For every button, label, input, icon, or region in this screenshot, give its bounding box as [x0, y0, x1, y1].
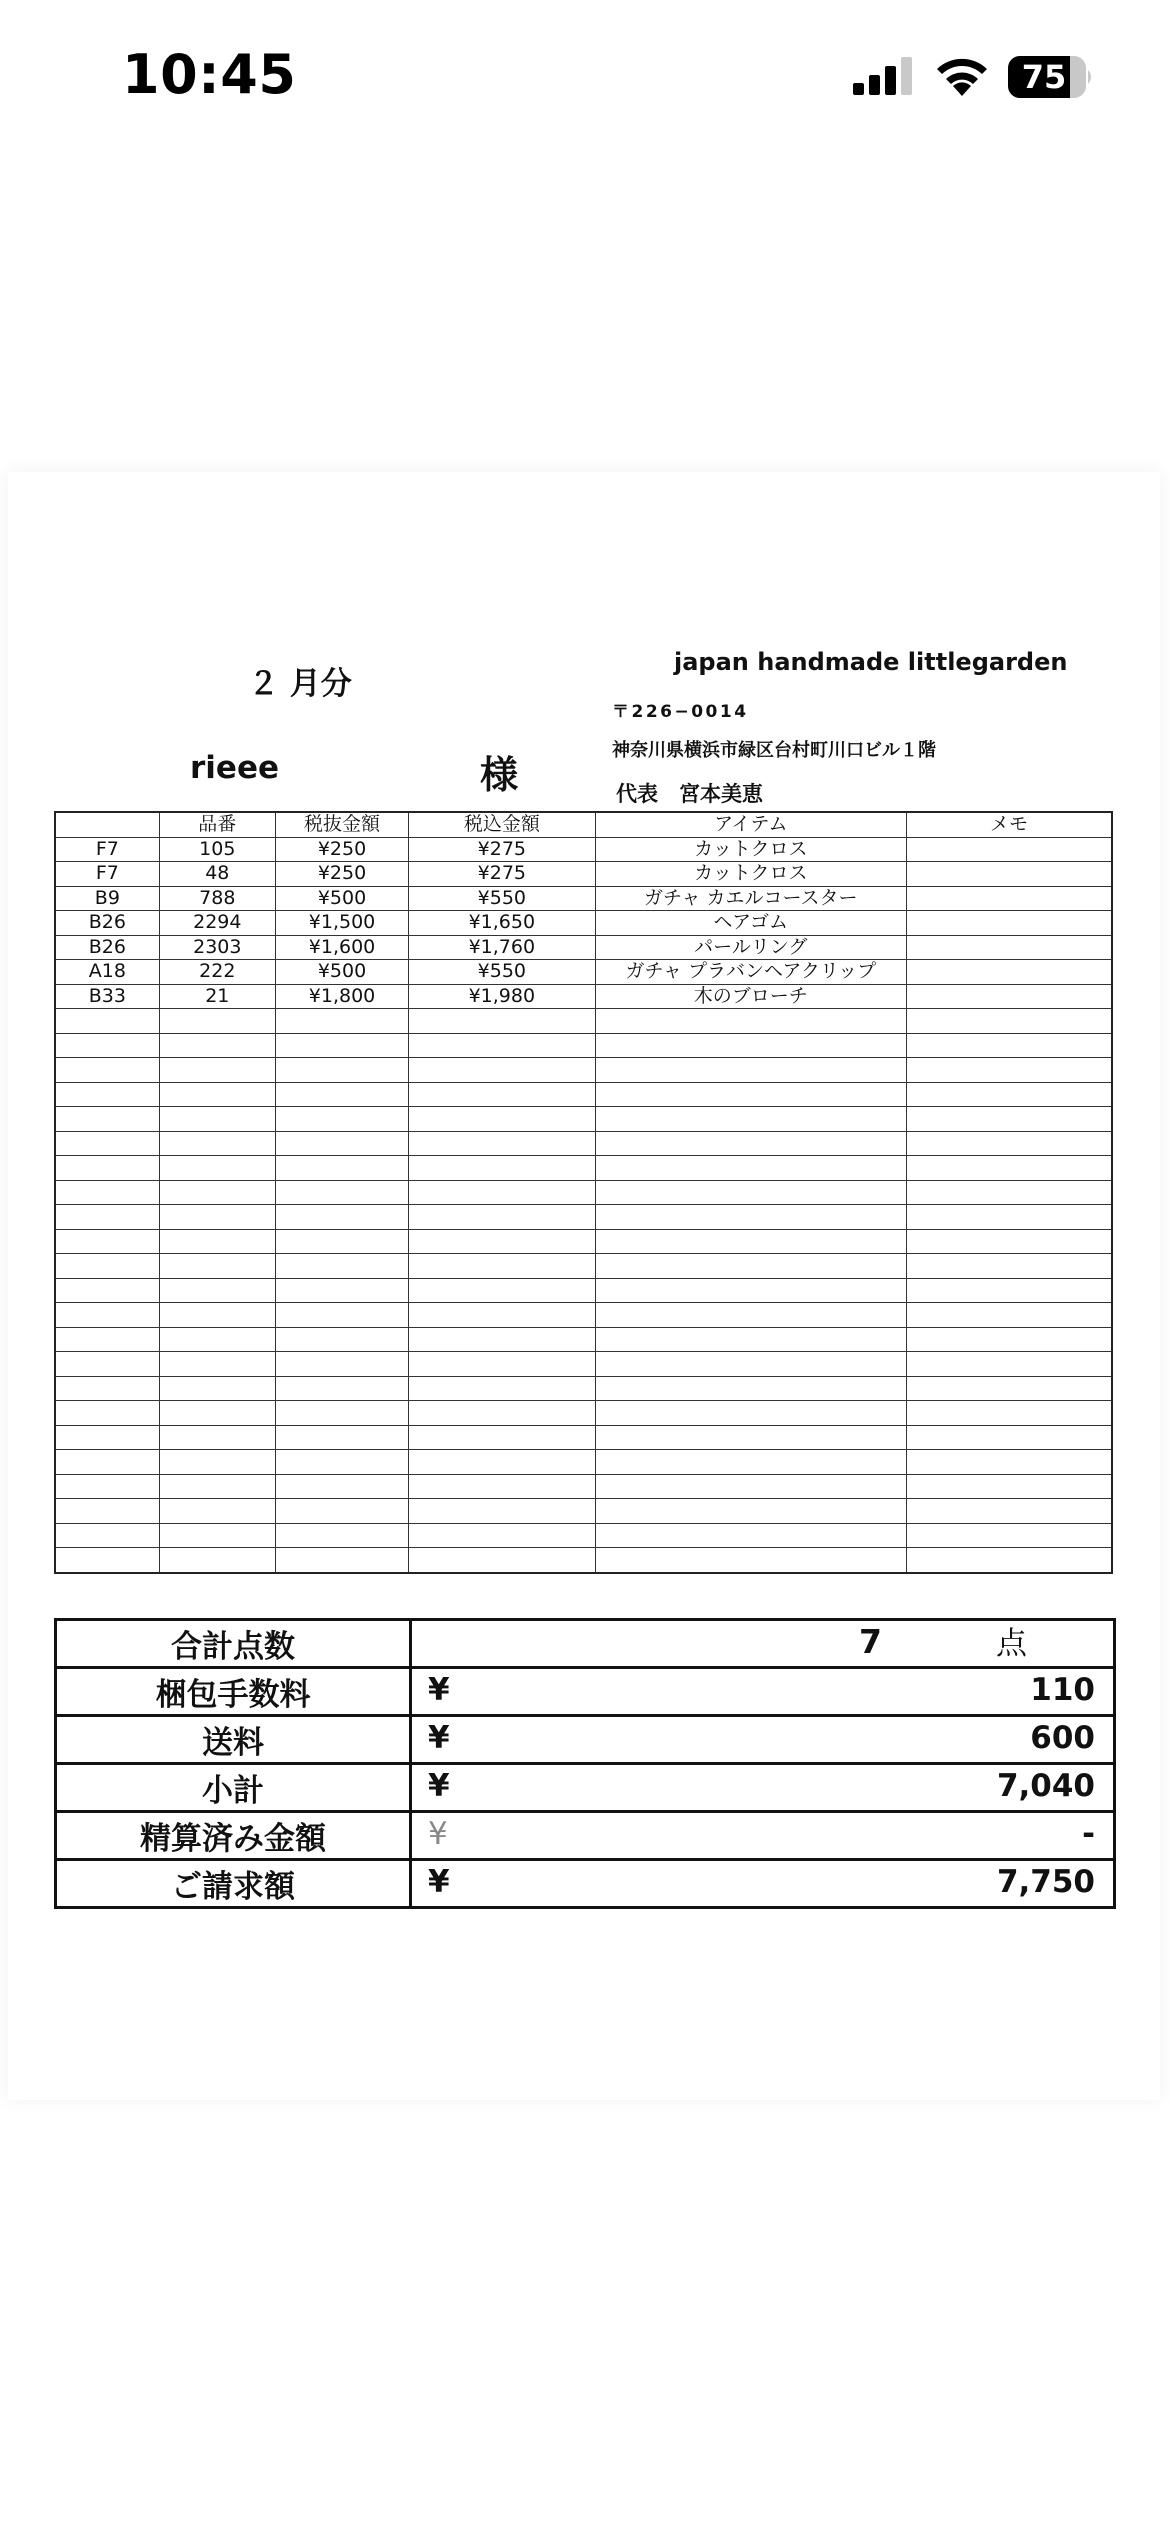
- empty-cell: [275, 1376, 408, 1401]
- cell-code: B9: [55, 886, 159, 911]
- empty-cell: [907, 1156, 1112, 1181]
- subtotal-value-cell: [411, 1764, 1115, 1812]
- empty-table-row: [55, 1107, 1112, 1132]
- empty-cell: [907, 1352, 1112, 1377]
- cell-price-ex-tax: ¥1,500: [275, 911, 408, 936]
- yen-symbol: ¥: [428, 1768, 450, 1804]
- items-table-body: [55, 837, 1112, 1573]
- empty-cell: [409, 1058, 595, 1083]
- postal-code: 〒226−0014: [612, 702, 749, 722]
- shipping-fee-label: 送料: [56, 1716, 411, 1764]
- table-row: [55, 837, 1112, 862]
- empty-cell: [55, 1303, 159, 1328]
- empty-cell: [595, 1180, 907, 1205]
- empty-cell: [55, 1254, 159, 1279]
- empty-table-row: [55, 1033, 1112, 1058]
- empty-cell: [55, 1131, 159, 1156]
- empty-cell: [409, 1180, 595, 1205]
- table-row: [55, 862, 1112, 887]
- empty-cell: [159, 1474, 275, 1499]
- empty-cell: [55, 1450, 159, 1475]
- empty-cell: [409, 1548, 595, 1573]
- status-time: 10:45: [122, 43, 297, 106]
- empty-cell: [907, 1450, 1112, 1475]
- cell-memo: [907, 911, 1112, 936]
- empty-cell: [595, 1107, 907, 1132]
- empty-table-row: [55, 1180, 1112, 1205]
- empty-cell: [409, 1229, 595, 1254]
- table-header-row: [55, 812, 1112, 837]
- empty-cell: [159, 1107, 275, 1132]
- empty-cell: [275, 1499, 408, 1524]
- empty-cell: [409, 1033, 595, 1058]
- empty-cell: [595, 1058, 907, 1083]
- empty-cell: [409, 1327, 595, 1352]
- total-count-cell: [411, 1620, 1115, 1668]
- cell-memo: [907, 886, 1112, 911]
- empty-cell: [907, 1254, 1112, 1279]
- empty-cell: [275, 1327, 408, 1352]
- empty-cell: [595, 1033, 907, 1058]
- empty-cell: [409, 1474, 595, 1499]
- empty-cell: [275, 1180, 408, 1205]
- column-header-price-inc-tax: 税込金額: [409, 812, 595, 837]
- cell-item-name: カットクロス: [595, 837, 907, 862]
- empty-cell: [595, 1303, 907, 1328]
- empty-cell: [409, 1499, 595, 1524]
- empty-cell: [159, 1180, 275, 1205]
- empty-cell: [907, 1058, 1112, 1083]
- empty-cell: [595, 1376, 907, 1401]
- cell-item-number: 2303: [159, 935, 275, 960]
- empty-cell: [55, 1474, 159, 1499]
- cell-item-name: ガチャ カエルコースター: [595, 886, 907, 911]
- empty-cell: [595, 1425, 907, 1450]
- empty-cell: [275, 1548, 408, 1573]
- empty-cell: [275, 1474, 408, 1499]
- cell-price-ex-tax: ¥500: [275, 886, 408, 911]
- empty-table-row: [55, 1278, 1112, 1303]
- empty-cell: [275, 1425, 408, 1450]
- empty-cell: [275, 1205, 408, 1230]
- billing-amount-amount: 7,750: [996, 1864, 1095, 1900]
- empty-cell: [275, 1058, 408, 1083]
- empty-table-row: [55, 1131, 1112, 1156]
- total-count-value: 7: [859, 1622, 882, 1661]
- empty-cell: [409, 1254, 595, 1279]
- empty-cell: [275, 1082, 408, 1107]
- empty-table-row: [55, 1156, 1112, 1181]
- empty-table-row: [55, 1548, 1112, 1573]
- empty-cell: [595, 1499, 907, 1524]
- cell-code: F7: [55, 862, 159, 887]
- empty-cell: [907, 1401, 1112, 1426]
- shipping-fee-amount: 600: [1030, 1720, 1095, 1756]
- settled-amount-label: 精算済み金額: [56, 1812, 411, 1860]
- empty-table-row: [55, 1401, 1112, 1426]
- empty-cell: [907, 1499, 1112, 1524]
- empty-cell: [55, 1401, 159, 1426]
- empty-cell: [907, 1376, 1112, 1401]
- empty-table-row: [55, 1474, 1112, 1499]
- empty-cell: [159, 1082, 275, 1107]
- empty-cell: [409, 1131, 595, 1156]
- empty-cell: [409, 1107, 595, 1132]
- empty-cell: [275, 1107, 408, 1132]
- cell-item-name: 木のブローチ: [595, 984, 907, 1009]
- empty-cell: [275, 1131, 408, 1156]
- cell-item-number: 222: [159, 960, 275, 985]
- empty-cell: [907, 1082, 1112, 1107]
- empty-cell: [907, 1303, 1112, 1328]
- column-header-code: [55, 812, 159, 837]
- summary-row-subtotal: [56, 1764, 1115, 1812]
- honorific: 様: [480, 753, 519, 797]
- empty-cell: [55, 1107, 159, 1132]
- empty-cell: [409, 1352, 595, 1377]
- empty-cell: [907, 1548, 1112, 1573]
- table-row: [55, 911, 1112, 936]
- empty-cell: [159, 1033, 275, 1058]
- empty-table-row: [55, 1499, 1112, 1524]
- empty-cell: [275, 1229, 408, 1254]
- empty-cell: [595, 1352, 907, 1377]
- table-row: [55, 935, 1112, 960]
- empty-cell: [409, 1278, 595, 1303]
- cell-code: B26: [55, 935, 159, 960]
- packing-fee-value-cell: [411, 1668, 1115, 1716]
- table-row: [55, 960, 1112, 985]
- cell-price-inc-tax: ¥1,650: [409, 911, 595, 936]
- empty-cell: [595, 1254, 907, 1279]
- empty-table-row: [55, 1303, 1112, 1328]
- cell-memo: [907, 862, 1112, 887]
- summary-row-total-count: [56, 1620, 1115, 1668]
- count-unit: 点: [996, 1626, 1027, 1662]
- empty-cell: [275, 1401, 408, 1426]
- cell-item-name: パールリング: [595, 935, 907, 960]
- summary-table: [54, 1618, 1116, 1909]
- empty-cell: [275, 1254, 408, 1279]
- shop-name: japan handmade littlegarden: [674, 648, 1068, 676]
- empty-table-row: [55, 1523, 1112, 1548]
- empty-cell: [55, 1205, 159, 1230]
- empty-cell: [55, 1058, 159, 1083]
- empty-cell: [159, 1548, 275, 1573]
- empty-cell: [907, 1131, 1112, 1156]
- empty-table-row: [55, 1009, 1112, 1034]
- empty-cell: [159, 1131, 275, 1156]
- empty-cell: [55, 1033, 159, 1058]
- empty-cell: [907, 1107, 1112, 1132]
- items-table: [54, 811, 1113, 1574]
- cell-price-inc-tax: ¥275: [409, 837, 595, 862]
- empty-cell: [907, 1033, 1112, 1058]
- summary-row-shipping-fee: [56, 1716, 1115, 1764]
- cell-price-ex-tax: ¥1,600: [275, 935, 408, 960]
- empty-cell: [55, 1425, 159, 1450]
- cell-price-inc-tax: ¥275: [409, 862, 595, 887]
- settled-amount-amount: -: [1082, 1816, 1095, 1852]
- column-header-item-number: 品番: [159, 812, 275, 837]
- empty-cell: [159, 1156, 275, 1181]
- cell-price-ex-tax: ¥250: [275, 862, 408, 887]
- empty-cell: [409, 1205, 595, 1230]
- cell-price-ex-tax: ¥250: [275, 837, 408, 862]
- packing-fee-amount: 110: [1030, 1672, 1095, 1708]
- empty-cell: [159, 1009, 275, 1034]
- cell-memo: [907, 935, 1112, 960]
- empty-cell: [55, 1352, 159, 1377]
- cell-memo: [907, 984, 1112, 1009]
- empty-cell: [159, 1303, 275, 1328]
- empty-cell: [159, 1278, 275, 1303]
- empty-table-row: [55, 1229, 1112, 1254]
- empty-cell: [55, 1523, 159, 1548]
- empty-cell: [409, 1009, 595, 1034]
- cell-price-inc-tax: ¥1,980: [409, 984, 595, 1009]
- empty-table-row: [55, 1254, 1112, 1279]
- empty-cell: [55, 1082, 159, 1107]
- empty-cell: [275, 1303, 408, 1328]
- cell-item-name: ヘアゴム: [595, 911, 907, 936]
- empty-cell: [907, 1425, 1112, 1450]
- empty-cell: [55, 1009, 159, 1034]
- cell-item-name: ガチャ プラバンヘアクリップ: [595, 960, 907, 985]
- yen-symbol: ¥: [428, 1720, 450, 1756]
- empty-cell: [409, 1425, 595, 1450]
- empty-cell: [55, 1278, 159, 1303]
- cell-item-number: 2294: [159, 911, 275, 936]
- empty-cell: [159, 1450, 275, 1475]
- empty-cell: [409, 1401, 595, 1426]
- representative: 代表 宮本美恵: [616, 782, 763, 806]
- customer-name: rieee: [190, 750, 279, 786]
- cell-code: B26: [55, 911, 159, 936]
- empty-cell: [159, 1229, 275, 1254]
- empty-cell: [275, 1523, 408, 1548]
- billing-amount-label: ご請求額: [56, 1860, 411, 1908]
- summary-row-settled-amount: [56, 1812, 1115, 1860]
- cell-item-name: カットクロス: [595, 862, 907, 887]
- empty-cell: [409, 1082, 595, 1107]
- empty-table-row: [55, 1425, 1112, 1450]
- empty-cell: [275, 1156, 408, 1181]
- empty-cell: [595, 1278, 907, 1303]
- total-count-label: 合計点数: [56, 1620, 411, 1668]
- wifi-icon: [933, 54, 991, 98]
- empty-cell: [907, 1009, 1112, 1034]
- cell-item-number: 48: [159, 862, 275, 887]
- empty-cell: [159, 1523, 275, 1548]
- empty-cell: [409, 1523, 595, 1548]
- empty-cell: [159, 1401, 275, 1426]
- cell-memo: [907, 837, 1112, 862]
- empty-cell: [159, 1352, 275, 1377]
- column-header-item: アイテム: [595, 812, 907, 837]
- status-bar: [0, 0, 1170, 150]
- cell-price-inc-tax: ¥1,760: [409, 935, 595, 960]
- empty-cell: [159, 1425, 275, 1450]
- empty-cell: [907, 1205, 1112, 1230]
- cell-memo: [907, 960, 1112, 985]
- cell-item-number: 21: [159, 984, 275, 1009]
- summary-row-billing-amount: [56, 1860, 1115, 1908]
- empty-cell: [595, 1082, 907, 1107]
- empty-cell: [275, 1033, 408, 1058]
- empty-table-row: [55, 1205, 1112, 1230]
- cell-code: F7: [55, 837, 159, 862]
- billing-amount-value-cell: [411, 1860, 1115, 1908]
- empty-table-row: [55, 1058, 1112, 1083]
- empty-cell: [55, 1548, 159, 1573]
- empty-cell: [595, 1131, 907, 1156]
- column-header-price-ex-tax: 税抜金額: [275, 812, 408, 837]
- subtotal-amount: 7,040: [996, 1768, 1095, 1804]
- empty-cell: [55, 1376, 159, 1401]
- empty-cell: [907, 1327, 1112, 1352]
- cell-price-ex-tax: ¥1,800: [275, 984, 408, 1009]
- yen-symbol: ¥: [428, 1816, 448, 1852]
- empty-cell: [159, 1327, 275, 1352]
- empty-cell: [55, 1156, 159, 1181]
- yen-symbol: ¥: [428, 1672, 450, 1708]
- empty-cell: [159, 1058, 275, 1083]
- empty-cell: [907, 1180, 1112, 1205]
- empty-cell: [55, 1499, 159, 1524]
- table-row: [55, 886, 1112, 911]
- cell-code: B33: [55, 984, 159, 1009]
- empty-table-row: [55, 1082, 1112, 1107]
- billing-month: ２ 月分: [248, 666, 352, 702]
- summary-row-packing-fee: [56, 1668, 1115, 1716]
- empty-table-row: [55, 1450, 1112, 1475]
- shop-address: 神奈川県横浜市緑区台村町川口ビル１階: [612, 740, 936, 761]
- empty-cell: [409, 1156, 595, 1181]
- empty-cell: [55, 1327, 159, 1352]
- empty-cell: [595, 1401, 907, 1426]
- cell-code: A18: [55, 960, 159, 985]
- empty-cell: [907, 1474, 1112, 1499]
- cell-item-number: 105: [159, 837, 275, 862]
- cell-price-ex-tax: ¥500: [275, 960, 408, 985]
- empty-cell: [275, 1352, 408, 1377]
- battery-level: 75: [1021, 58, 1067, 96]
- empty-cell: [409, 1450, 595, 1475]
- empty-cell: [595, 1009, 907, 1034]
- empty-cell: [275, 1278, 408, 1303]
- empty-cell: [55, 1229, 159, 1254]
- empty-cell: [55, 1180, 159, 1205]
- empty-cell: [275, 1450, 408, 1475]
- empty-cell: [595, 1156, 907, 1181]
- empty-cell: [595, 1327, 907, 1352]
- empty-cell: [275, 1009, 408, 1034]
- empty-cell: [907, 1523, 1112, 1548]
- empty-cell: [907, 1278, 1112, 1303]
- empty-cell: [595, 1474, 907, 1499]
- cell-item-number: 788: [159, 886, 275, 911]
- packing-fee-label: 梱包手数料: [56, 1668, 411, 1716]
- empty-cell: [159, 1376, 275, 1401]
- empty-cell: [595, 1450, 907, 1475]
- signal-icon: [853, 57, 915, 95]
- empty-cell: [159, 1205, 275, 1230]
- empty-cell: [409, 1376, 595, 1401]
- table-row: [55, 984, 1112, 1009]
- empty-cell: [409, 1303, 595, 1328]
- cell-price-inc-tax: ¥550: [409, 960, 595, 985]
- empty-cell: [595, 1229, 907, 1254]
- empty-table-row: [55, 1352, 1112, 1377]
- yen-symbol: ¥: [428, 1864, 450, 1900]
- empty-cell: [595, 1548, 907, 1573]
- column-header-memo: メモ: [907, 812, 1112, 837]
- subtotal-label: 小計: [56, 1764, 411, 1812]
- cell-price-inc-tax: ¥550: [409, 886, 595, 911]
- empty-cell: [159, 1499, 275, 1524]
- empty-table-row: [55, 1376, 1112, 1401]
- empty-cell: [595, 1523, 907, 1548]
- empty-cell: [907, 1229, 1112, 1254]
- empty-table-row: [55, 1327, 1112, 1352]
- shipping-fee-value-cell: [411, 1716, 1115, 1764]
- empty-cell: [595, 1205, 907, 1230]
- settled-amount-value-cell: [411, 1812, 1115, 1860]
- empty-cell: [159, 1254, 275, 1279]
